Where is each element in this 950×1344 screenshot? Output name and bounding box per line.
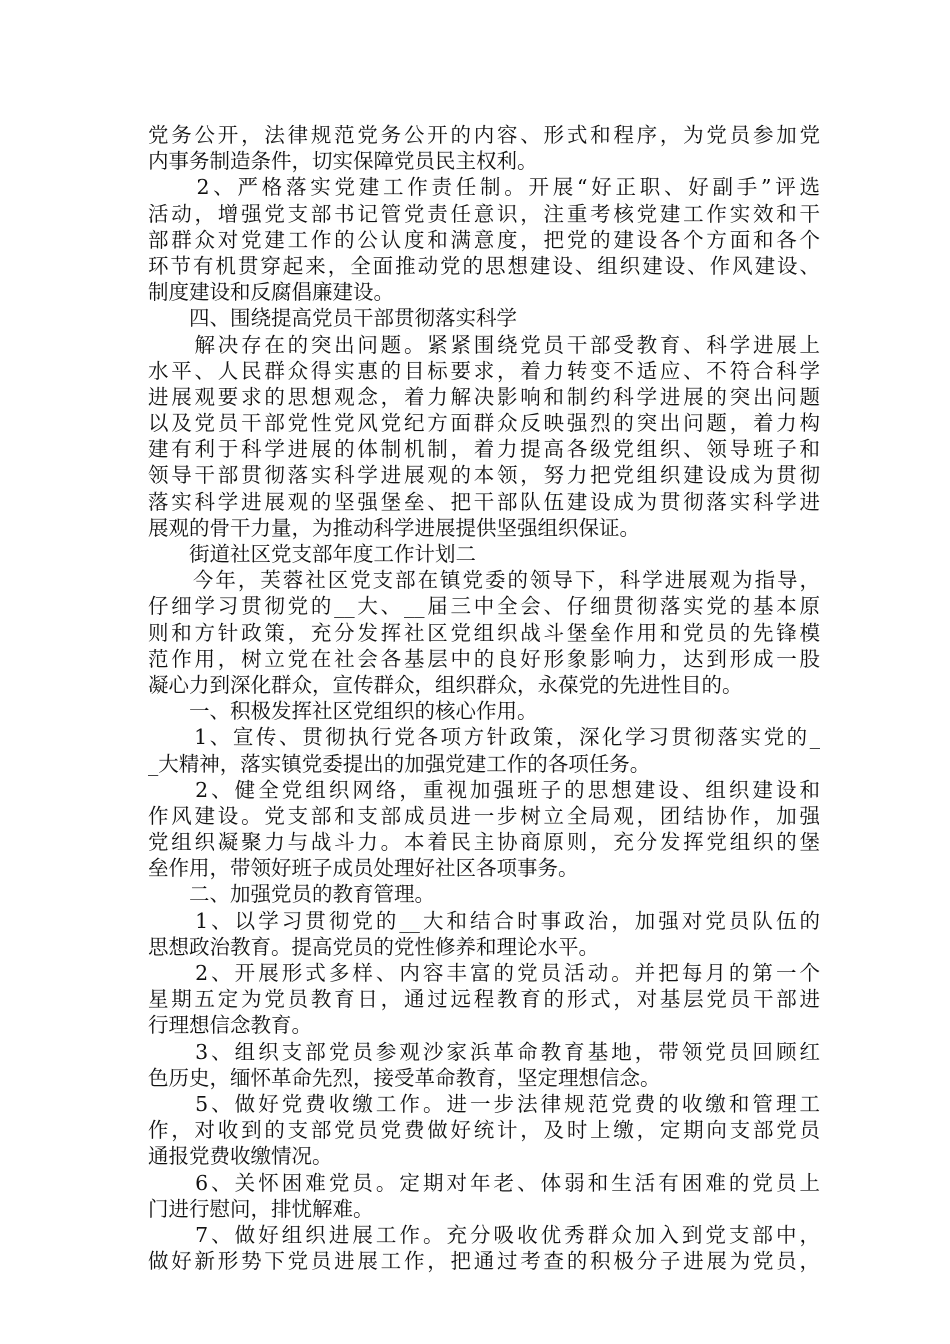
- text-line: 行理想信念教育。: [148, 1013, 312, 1038]
- text-line: 水平、人民群众得实惠的目标要求，着力转变不适应、不符合科学: [148, 358, 820, 383]
- text-line: 范作用，树立党在社会各基层中的良好形象影响力，达到形成一股: [148, 646, 820, 671]
- text-line: 仔细学习贯彻党的__大、__届三中全会、仔细贯彻落实党的基本原: [148, 594, 820, 619]
- text-line: _大精神，落实镇党委提出的加强党建工作的各项任务。: [148, 751, 651, 776]
- text-line: 作风建设。党支部和支部成员进一步树立全局观，团结协作，加强: [148, 803, 820, 828]
- text-line: 2、严格落实党建工作责任制。开展“好正职、好副手”评选: [148, 175, 820, 200]
- text-line: 6、关怀困难党员。定期对年老、体弱和生活有困难的党员上: [148, 1170, 820, 1195]
- text-line: 2、开展形式多样、内容丰富的党员活动。并把每月的第一个: [148, 961, 820, 985]
- text-line: 色历史，缅怀革命先烈，接受革命教育，坚定理想信念。: [148, 1065, 661, 1090]
- text-line: 四、围绕提高党员干部贯彻落实科学: [148, 306, 517, 331]
- text-line: 制度建设和反腐倡廉建设。: [148, 280, 394, 305]
- text-line: 二、加强党员的教育管理。: [148, 882, 435, 907]
- text-line: 展观的骨干力量，为推动科学进展提供坚强组织保证。: [148, 515, 640, 540]
- text-line: 垒作用，带领好班子成员处理好社区各项事务。: [148, 856, 579, 881]
- text-line: 以及党员干部党性党风党纪方面群众反映强烈的突出问题，着力构: [148, 411, 820, 436]
- text-line: 通报党费收缴情况。: [148, 1144, 333, 1169]
- text-line: 进展观要求的思想观念，着力解决影响和制约科学进展的突出问题: [148, 384, 820, 409]
- text-line: 建有利于科学进展的体制机制，着力提高各级党组织、领导班子和: [148, 437, 820, 462]
- text-line: 门进行慰问，排忧解难。: [148, 1196, 374, 1221]
- text-line: 思想政治教育。提高党员的党性修养和理论水平。: [148, 934, 599, 959]
- text-line: 部群众对党建工作的公认度和满意度，把党的建设各个方面和各个: [148, 227, 820, 252]
- text-line: 街道社区党支部年度工作计划二: [148, 542, 476, 566]
- text-line: 做好新形势下党员进展工作，把通过考查的积极分子进展为党员，: [148, 1249, 820, 1274]
- text-line: 凝心力到深化群众，宣传群众，组织群众，永葆党的先进性目的。: [148, 672, 743, 697]
- text-line: 作，对收到的支部党员党费做好统计，及时上缴，定期向支部党员: [148, 1118, 820, 1143]
- text-line: 则和方针政策，充分发挥社区党组织战斗堡垒作用和党员的先锋模: [148, 620, 820, 645]
- document-body: [148, 122, 820, 1274]
- text-line: 1、宣传、贯彻执行党各项方针政策，深化学习贯彻落实党的_: [148, 725, 820, 750]
- text-line: 落实科学进展观的坚强堡垒、把干部队伍建设成为贯彻落实科学进: [148, 489, 820, 514]
- text-line: 今年，芙蓉社区党支部在镇党委的领导下，科学进展观为指导，: [148, 568, 820, 593]
- text-line: 一、积极发挥社区党组织的核心作用。: [148, 699, 538, 724]
- text-line: 党务公开，法律规范党务公开的内容、形式和程序，为党员参加党: [148, 123, 820, 147]
- text-line: 活动，增强党支部书记管党责任意识，注重考核党建工作实效和干: [148, 201, 820, 226]
- text-line: 3、组织支部党员参观沙家浜革命教育基地，带领党员回顾红: [148, 1039, 820, 1064]
- text-line: 领导干部贯彻落实科学进展观的本领，努力把党组织建设成为贯彻: [148, 463, 820, 488]
- text-line: 7、做好组织进展工作。充分吸收优秀群众加入到党支部中，: [148, 1222, 820, 1247]
- text-line: 2、健全党组织网络，重视加强班子的思想建设、组织建设和: [148, 777, 820, 802]
- text-line: 解决存在的突出问题。紧紧围绕党员干部受教育、科学进展上: [148, 332, 820, 357]
- text-line: 星期五定为党员教育日，通过远程教育的形式，对基层党员干部进: [148, 987, 820, 1012]
- text-line: 环节有机贯穿起来，全面推动党的思想建设、组织建设、作风建设、: [148, 253, 820, 278]
- text-line: 内事务制造条件，切实保障党员民主权利。: [148, 149, 538, 174]
- text-line: 1、以学习贯彻党的__大和结合时事政治，加强对党员队伍的: [148, 908, 820, 933]
- text-line: 党组织凝聚力与战斗力。本着民主协商原则，充分发挥党组织的堡: [148, 830, 820, 855]
- text-line: 5、做好党费收缴工作。进一步法律规范党费的收缴和管理工: [148, 1091, 820, 1116]
